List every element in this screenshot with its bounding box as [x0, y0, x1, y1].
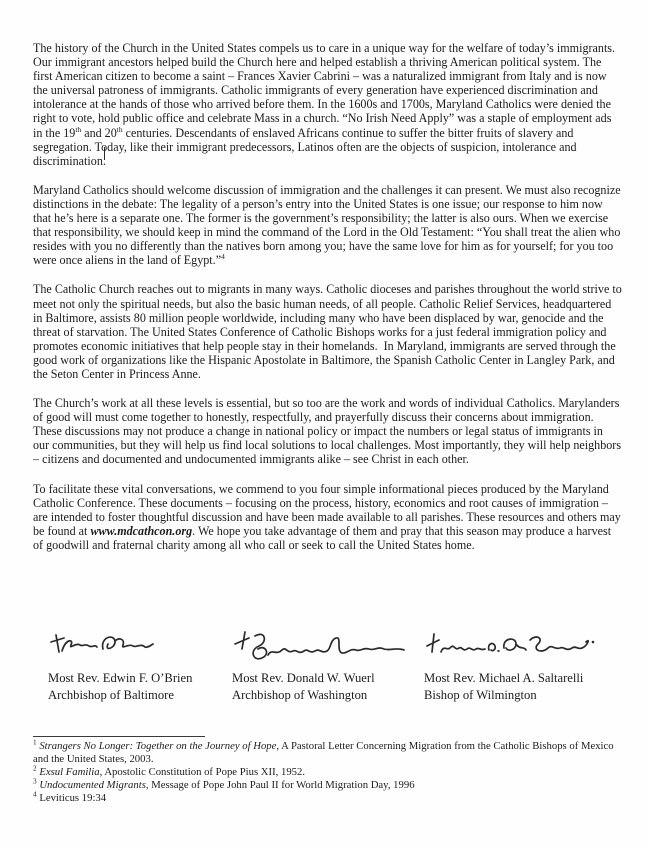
- signature-block-obrien: [48, 629, 238, 704]
- text-segment: www.mdcathcon.org: [90, 523, 193, 538]
- footnote: [33, 792, 621, 805]
- body-paragraph: [33, 41, 622, 168]
- text-segment: Leviticus 19:34: [39, 792, 107, 804]
- text-segment: and 20: [81, 125, 117, 140]
- letter-body: [33, 41, 625, 567]
- wuerl-signature-icon: [232, 629, 410, 665]
- footnote-marker: 1: [33, 738, 37, 747]
- text-segment: centuries. Descendants of enslaved Africans continue to suffer the bitter fruits of slavery and segregation. Today, like their immigrant predecessors, Latinos often are the objects of suspicion, intolerance and discrimination.: [33, 125, 580, 168]
- body-paragraph: [33, 482, 622, 552]
- footnote: [33, 766, 621, 779]
- saltarelli-signature-icon: [424, 629, 596, 665]
- signer-title: Archbishop of Baltimore: [48, 688, 174, 702]
- body-paragraph: [33, 282, 625, 381]
- text-segment: th: [75, 124, 82, 134]
- text-segment: The history of the Church in the United States compels us to care in a unique way for the welfare of today’s immigrants. Our immigrant ancestors helped build the Church here and helped establish a thriving American political system. The first American citizen to become a saint – Frances Xavier Cabrini – was a naturalized immigrant from Italy and is now the universal patroness of immigrants. Catholic immigrants of every generation have experienced discrimination and intolerance at the hands of those who arrived before them. In the 1600s and 1700s, Maryland Catholics were denied the right to vote, hold public office and celebrate Mass in a church. “No Irish Need Apply” was a staple of employment ads in the 19: [33, 41, 619, 140]
- text-segment: Maryland Catholics should welcome discussion of immigration and the challenges it can present. We must also recognize distinctions in the debate: The legality of a person’s entry into the United States is one issue; our response to him now that he’s here is a separate one. The former is the government’s responsibility; the latter is also ours. When we exercise that responsibility, we should keep in mind the command of the Lord in the Old Testament: “You shall treat the alien who resides with you no differently than the natives born among you; have the same love for him as for yourself; for you too were once aliens in the land of Egypt.”: [33, 182, 624, 268]
- text-segment: Strangers No Longer: Together on the Journey of Hope: [39, 740, 277, 752]
- signature-block-saltarelli: [424, 629, 614, 704]
- signer-name: Most Rev. Donald W. Wuerl: [232, 671, 375, 685]
- obrien-signature-icon: [48, 629, 156, 665]
- footnote-marker: 3: [33, 777, 37, 786]
- footnote-separator: [33, 736, 205, 737]
- body-paragraph: [33, 183, 622, 268]
- body-paragraph: [33, 396, 625, 467]
- signer-name: Most Rev. Edwin F. O’Brien: [48, 671, 193, 685]
- footnote: [33, 740, 621, 766]
- text-segment: th: [116, 124, 123, 134]
- text-segment: . We hope you take advantage of them and pray that this season may produce a harvest of goodwill and fraternal charity among all who call or seek to call the United States home.: [33, 523, 615, 552]
- footnotes: [33, 740, 621, 805]
- footnote: [33, 779, 621, 792]
- text-segment: , Message of Pope John Paul II for World Migration Day, 1996: [145, 779, 415, 791]
- text-segment: Undocumented Migrants: [39, 779, 146, 791]
- text-segment: 4: [221, 252, 225, 262]
- signer-title: Archbishop of Washington: [232, 688, 368, 702]
- footnote-marker: 2: [33, 764, 37, 773]
- text-segment: , A Pastoral Letter Concerning Migration from the Catholic Bishops of Mexico and the United States, 2003.: [33, 740, 614, 765]
- text-segment: , Apostolic Constitution of Pope Pius XII, 1952.: [99, 766, 306, 778]
- signer-title: Bishop of Wilmington: [424, 688, 537, 702]
- signature-block-wuerl: [232, 629, 422, 704]
- text-segment: Exsul Familia: [39, 766, 100, 778]
- text-segment: To facilitate these vital conversations, we commend to you four simple informational pieces produced by the Maryland Catholic Conference. These documents – focusing on the process, history, economics and root causes of immigration – are intended to foster thoughtful discussion and have been made available to all parishes. These resources and others may be found at: [33, 481, 624, 538]
- signer-name: Most Rev. Michael A. Saltarelli: [424, 671, 584, 685]
- footnote-marker: 4: [33, 790, 37, 799]
- text-segment: The Catholic Church reaches out to migrants in many ways. Catholic dioceses and parishes throughout the world strive to meet not only the spiritual needs, but also the basic human needs, of all people. Catholic Relief Services, headquartered in Baltimore, assists 80 million people worldwide, including many who have been displaced by war, genocide and the threat of starvation. The United States Conference of Catholic Bishops works for a just federal immigration policy and promotes economic initiatives that help people stay in their homelands. In Maryland, immigrants are served through the good work of organizations like the Hispanic Apostolate in Baltimore, the Spanish Catholic Center in Langley Park, and the Seton Center in Princess Anne.: [33, 282, 625, 381]
- text-segment: The Church’s work at all these levels is essential, but so too are the work and words of individual Catholics. Marylanders of good will must come together to honestly, respectfully, and prayerfully discuss their concerns about immigration. These discussions may not produce a change in national policy or impact the numbers or legal status of immigrants in our communities, but they will help us find local solutions to local challenges. Most importantly, they will help neighbors – citizens and documented and undocumented immigrants alike – see Christ in each other.: [33, 396, 625, 467]
